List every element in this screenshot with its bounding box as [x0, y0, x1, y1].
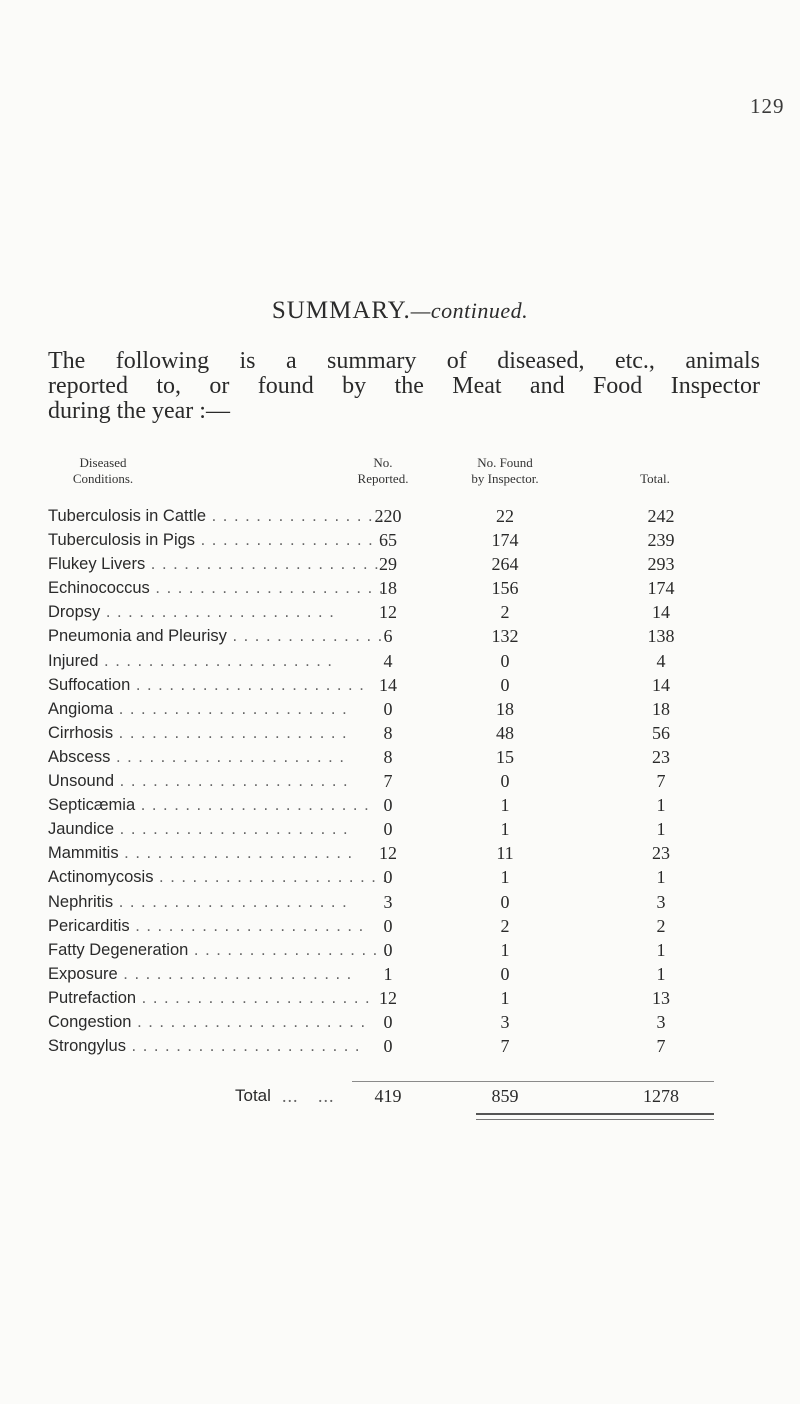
condition-name: Pericarditis . . .	[48, 914, 388, 938]
found-count: 1	[500, 819, 510, 840]
found-count: 0	[500, 650, 510, 671]
found-count: 0	[500, 963, 510, 984]
table-row	[0, 576, 800, 600]
column-header-found	[450, 455, 560, 487]
reported-count: 0	[383, 915, 393, 936]
table-column-headers	[0, 455, 800, 495]
found-count: 1	[500, 987, 510, 1008]
column-header-reported	[348, 455, 418, 487]
condition-name: Septicæmia . . .	[48, 793, 388, 817]
table-row	[0, 745, 800, 769]
table-row	[0, 817, 800, 841]
reported-count: 6	[383, 626, 393, 647]
leader-dots: ...	[318, 1086, 335, 1106]
condition-name: Flukey Livers . . .	[48, 552, 388, 576]
heading-continued: —continued.	[410, 298, 529, 323]
found-count: 0	[500, 891, 510, 912]
total-count: 293	[647, 554, 675, 575]
table-row	[0, 769, 800, 793]
condition-name: Abscess . . .	[48, 745, 388, 769]
intro-paragraph	[48, 349, 760, 424]
table-row	[0, 504, 800, 528]
table-row	[0, 552, 800, 576]
total-count: 14	[652, 674, 670, 695]
table-row	[0, 1010, 800, 1034]
leader-dots: ...	[282, 1086, 299, 1106]
summary-table-body	[0, 504, 800, 1058]
reported-count: 29	[379, 554, 397, 575]
total-count: 1	[656, 963, 666, 984]
found-count: 11	[496, 843, 514, 864]
table-row	[0, 986, 800, 1010]
double-rule	[476, 1113, 714, 1120]
total-reported: 419	[374, 1086, 402, 1106]
condition-name: Unsound . . .	[48, 769, 388, 793]
condition-name: Suffocation . . .	[48, 673, 388, 697]
condition-name: Fatty Degeneration . . .	[48, 938, 388, 962]
reported-count: 65	[379, 530, 397, 551]
table-row	[0, 865, 800, 889]
sum-rule	[352, 1081, 714, 1082]
reported-count: 0	[383, 819, 393, 840]
table-row	[0, 938, 800, 962]
column-header-diseased-conditions	[48, 455, 158, 487]
condition-name: Echinococcus . . .	[48, 576, 388, 600]
condition-name: Tuberculosis in Pigs . . .	[48, 528, 388, 552]
column-header-line: Diseased	[79, 455, 127, 470]
found-count: 22	[496, 506, 514, 526]
table-row	[0, 914, 800, 938]
found-count: 2	[500, 602, 510, 623]
heading-title: SUMMARY.	[271, 297, 411, 324]
found-count: 15	[496, 746, 514, 767]
found-count: 264	[491, 554, 519, 575]
total-count: 23	[652, 843, 670, 864]
condition-name: Nephritis . . .	[48, 890, 388, 914]
table-row	[0, 697, 800, 721]
total-count: 18	[652, 698, 670, 719]
condition-name: Jaundice . . .	[48, 817, 388, 841]
total-count: 3	[656, 1011, 666, 1032]
reported-count: 0	[383, 1011, 393, 1032]
intro-line-1: The following is a summary of diseased, etc., animals	[48, 348, 760, 374]
total-count: 242	[647, 506, 675, 526]
condition-name: Tuberculosis in Cattle . . .	[48, 504, 388, 528]
column-header-line: No.	[373, 455, 393, 470]
total-count: 2	[656, 915, 666, 936]
reported-count: 0	[383, 1036, 393, 1057]
total-count: 7	[656, 1036, 666, 1057]
reported-count: 12	[379, 987, 397, 1008]
reported-count: 0	[383, 867, 393, 888]
found-count: 1	[500, 867, 510, 888]
reported-count: 0	[383, 939, 393, 960]
table-row	[0, 1034, 800, 1058]
column-header-line: No. Found	[477, 455, 533, 470]
total-label: Total	[235, 1086, 271, 1105]
condition-name: Exposure . . .	[48, 962, 388, 986]
found-count: 18	[496, 698, 514, 719]
table-row	[0, 962, 800, 986]
total-count: 7	[656, 771, 666, 792]
table-row	[0, 600, 800, 624]
condition-name: Angioma . . .	[48, 697, 388, 721]
found-count: 7	[500, 1036, 510, 1057]
found-count: 174	[491, 530, 519, 551]
total-found: 859	[491, 1086, 519, 1106]
reported-count: 14	[379, 674, 397, 695]
column-header-total: Total.	[640, 471, 670, 486]
total-row	[0, 1083, 800, 1109]
page-heading	[0, 297, 800, 325]
reported-count: 12	[379, 843, 397, 864]
table-row	[0, 841, 800, 865]
reported-count: 12	[379, 602, 397, 623]
condition-name: Putrefaction . . .	[48, 986, 388, 1010]
table-row	[0, 649, 800, 673]
total-count: 23	[652, 746, 670, 767]
total-count: 14	[652, 602, 670, 623]
found-count: 156	[491, 578, 519, 599]
column-header-line: Reported.	[357, 471, 409, 486]
condition-name: Pneumonia and Pleurisy . . .	[48, 624, 388, 648]
total-count: 13	[652, 987, 670, 1008]
table-row	[0, 890, 800, 914]
table-row	[0, 528, 800, 552]
total-count: 1	[656, 939, 666, 960]
reported-count: 0	[383, 795, 393, 816]
column-header-line: Conditions.	[72, 471, 134, 486]
found-count: 3	[500, 1011, 510, 1032]
grand-total: 1278	[643, 1086, 679, 1106]
condition-name: Dropsy . . .	[48, 600, 388, 624]
reported-count: 18	[379, 578, 397, 599]
found-count: 0	[500, 771, 510, 792]
reported-count: 1	[383, 963, 393, 984]
found-count: 0	[500, 674, 510, 695]
total-count: 239	[647, 530, 675, 551]
found-count: 1	[500, 795, 510, 816]
found-count: 1	[500, 939, 510, 960]
total-count: 1	[656, 867, 666, 888]
total-count: 138	[647, 626, 675, 647]
condition-name: Mammitis . . .	[48, 841, 388, 865]
reported-count: 3	[383, 891, 393, 912]
total-count: 174	[647, 578, 675, 599]
table-row	[0, 793, 800, 817]
total-count: 1	[656, 795, 666, 816]
reported-count: 8	[383, 746, 393, 767]
reported-count: 7	[383, 771, 393, 792]
reported-count: 220	[374, 506, 402, 526]
table-row	[0, 721, 800, 745]
found-count: 132	[491, 626, 519, 647]
condition-name: Cirrhosis . . .	[48, 721, 388, 745]
page-number: 129	[750, 94, 785, 118]
intro-line-2: reported to, or found by the Meat and Food Inspector	[48, 373, 760, 399]
table-row	[0, 624, 800, 648]
total-count: 3	[656, 891, 666, 912]
total-count: 56	[652, 722, 670, 743]
condition-name: Injured . . .	[48, 649, 388, 673]
reported-count: 4	[383, 650, 393, 671]
found-count: 48	[496, 722, 514, 743]
total-count: 4	[656, 650, 666, 671]
column-header-line: by Inspector.	[471, 471, 539, 486]
condition-name: Actinomycosis . . .	[48, 865, 388, 889]
table-row	[0, 673, 800, 697]
reported-count: 8	[383, 722, 393, 743]
intro-line-3: during the year :—	[48, 398, 230, 424]
reported-count: 0	[383, 698, 393, 719]
condition-name: Congestion . . .	[48, 1010, 388, 1034]
found-count: 2	[500, 915, 510, 936]
condition-name: Strongylus . . .	[48, 1034, 388, 1058]
total-count: 1	[656, 819, 666, 840]
